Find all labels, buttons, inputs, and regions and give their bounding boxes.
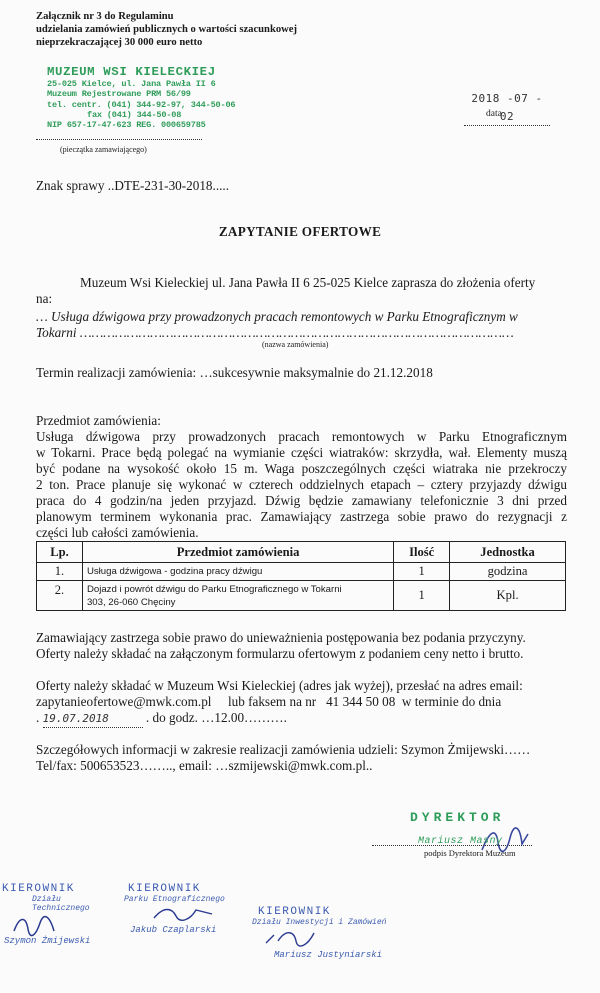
row-unit: Kpl. — [450, 581, 566, 611]
row-lp: 2. — [37, 581, 83, 611]
row-item-line: Dojazd i powrót dźwigu do Parku Etnograficznego w Tokarni — [86, 583, 342, 595]
reservation-line: Oferty należy składać na załączonym formularzu ofertowym z podaniem ceny netto i brutto. — [36, 646, 524, 661]
stamp-line: 25-025 Kielce, ul. Jana Pawła II 6 — [47, 79, 216, 89]
row-lp: 1. — [37, 563, 83, 581]
header-line: nieprzekraczającej 30 000 euro netto — [36, 37, 203, 49]
stamp-title: KIEROWNIK — [2, 883, 75, 895]
subject-text-line: 2 ton. Prace planuje się wykonać w czterech oddzielnych etapach – cztery przyjazdy dźwigu — [36, 477, 567, 492]
stamp-person: Mariusz Justyniarski — [274, 950, 383, 960]
table-row — [37, 563, 566, 581]
subject-caption: (nazwa zamówienia) — [262, 340, 329, 349]
director-title: DYREKTOR — [410, 810, 505, 825]
header-line: Załącznik nr 3 do Regulaminu — [36, 11, 174, 22]
stamp-dept: Działu Technicznego — [32, 895, 90, 913]
subject-text-line: planowym terminem wykonania prac. Zamawiający zastrzega sobie prawo do rezygnacji z — [36, 509, 567, 524]
director-name: Mariusz Masny — [418, 836, 503, 847]
row-unit: godzina — [450, 563, 566, 581]
case-number: Znak sprawy ..DTE-231-30-2018..... — [36, 178, 230, 193]
reservation-line: Zamawiający zastrzega sobie prawo do unieważnienia postępowania bez podania przyczyny. — [36, 630, 526, 645]
subject-text-line: w Tokarni. Prace będą polegać na wymianie części wiatraków: skrzydła, wał. Elementy muszą — [36, 445, 567, 460]
stamp-line: NIP 657-17-47-623 REG. 000659785 — [47, 120, 206, 131]
submission-line: zapytanieofertowe@mwk.com.pl lub faksem na nr 41 344 50 08 w terminie do dnia — [36, 694, 502, 709]
table-header: Lp. — [37, 542, 83, 563]
items-table — [36, 541, 566, 611]
row-qty: 1 — [394, 563, 450, 581]
row-item-line: 303, 26-060 Chęciny — [86, 596, 176, 608]
intro-line: na: — [36, 291, 53, 306]
stamp-person: Szymon Żmijewski — [4, 936, 91, 946]
stamp-line: fax (041) 344-50-08 — [87, 109, 182, 120]
submission-line: Oferty należy składać w Muzeum Wsi Kieleckiej (adres jak wyżej), przesłać na adres email: — [36, 678, 523, 693]
table-header: Jednostka — [450, 542, 566, 563]
director-caption: podpis Dyrektora Muzeum — [424, 848, 516, 858]
stamp-title: KIEROWNIK — [258, 906, 331, 918]
row-item — [82, 581, 393, 611]
row-qty: 1 — [394, 581, 450, 611]
signature-scribble — [150, 904, 220, 922]
deadline: Termin realizacji zamówienia: …sukcesywnie maksymalnie do 21.12.2018 — [36, 365, 433, 380]
table-header: Przedmiot zamówienia — [82, 542, 393, 563]
signature-scribble — [10, 913, 70, 937]
attachment-header — [36, 10, 297, 50]
deadline-suffix: . do godz. …12.00………. — [145, 710, 287, 725]
date-label: data — [486, 109, 502, 119]
stamp-caption: (pieczątka zamawiającego) — [60, 145, 147, 154]
row-item: Usługa dźwigowa - godzina pracy dźwigu — [82, 563, 393, 581]
header-line: udzielania zamówień publicznych o wartości szacunkowej — [36, 24, 298, 36]
date-value: 2018 -07 - 02 — [471, 92, 543, 123]
contact-line: Tel/fax: 500653523…….., email: …szmijewski@mwk.com.pl.. — [36, 758, 373, 773]
subject-heading: Przedmiot zamówienia: — [36, 413, 161, 428]
subject-line: … Usługa dźwigowa przy prowadzonych pracach remontowych w Parku Etnograficznym w — [36, 309, 518, 324]
contact-line: Szczegółowych informacji w zakresie realizacji zamówienia udzieli: Szymon Żmijewski…… — [36, 742, 531, 757]
stamp-dept: Działu Inwestycji i Zamówień — [252, 918, 387, 927]
deadline-prefix: . — [36, 710, 40, 725]
stamp-person: Jakub Czaplarski — [130, 925, 217, 935]
subject-text-line: Usługa dźwigowa przy prowadzonych pracach remontowych w Parku Etnograficznym — [36, 429, 567, 444]
stamp-name: MUZEUM WSI KIELECKIEJ — [47, 65, 216, 79]
stamp-line: tel. centr. (041) 344-92-97, 344-50-06 — [47, 99, 236, 110]
table-header: Ilość — [394, 542, 450, 563]
signature-scribble — [262, 927, 342, 949]
stamp-line: Muzeum Rejestrowane PRM 56/99 — [47, 89, 191, 100]
institution-stamp — [47, 66, 235, 130]
subject-text-line: być podane na wysokość około 15 m. Waga poszczególnych części wiatraka nie przekroczy — [36, 461, 567, 476]
table-header-row — [37, 542, 566, 563]
deadline-date: 19.07.2018 — [43, 711, 143, 728]
stamp-investments — [248, 906, 438, 960]
table-row — [37, 581, 566, 611]
stamp-technical — [2, 883, 122, 946]
date-field — [464, 89, 550, 126]
document-title: ZAPYTANIE OFERTOWE — [218, 224, 382, 239]
subject-line: Tokarni ………………………………………………………………………………………………… — [36, 325, 514, 340]
stamp-title: KIEROWNIK — [128, 883, 201, 895]
submission-deadline — [36, 710, 287, 728]
stamp-divider — [36, 139, 202, 140]
stamp-ethnographic — [120, 883, 260, 935]
intro-line: Muzeum Wsi Kieleckiej ul. Jana Pawła II 6 25-025 Kielce zaprasza do złożenia oferty — [80, 275, 536, 290]
stamp-dept: Parku Etnograficznego — [124, 895, 225, 904]
subject-text-line: części lub całości zamówienia. — [36, 525, 199, 540]
subject-text-line: praca do 4 godzin/na jeden przyjazd. Dźwig będzie zamawiany telefonicznie 3 dni przed — [36, 493, 567, 508]
